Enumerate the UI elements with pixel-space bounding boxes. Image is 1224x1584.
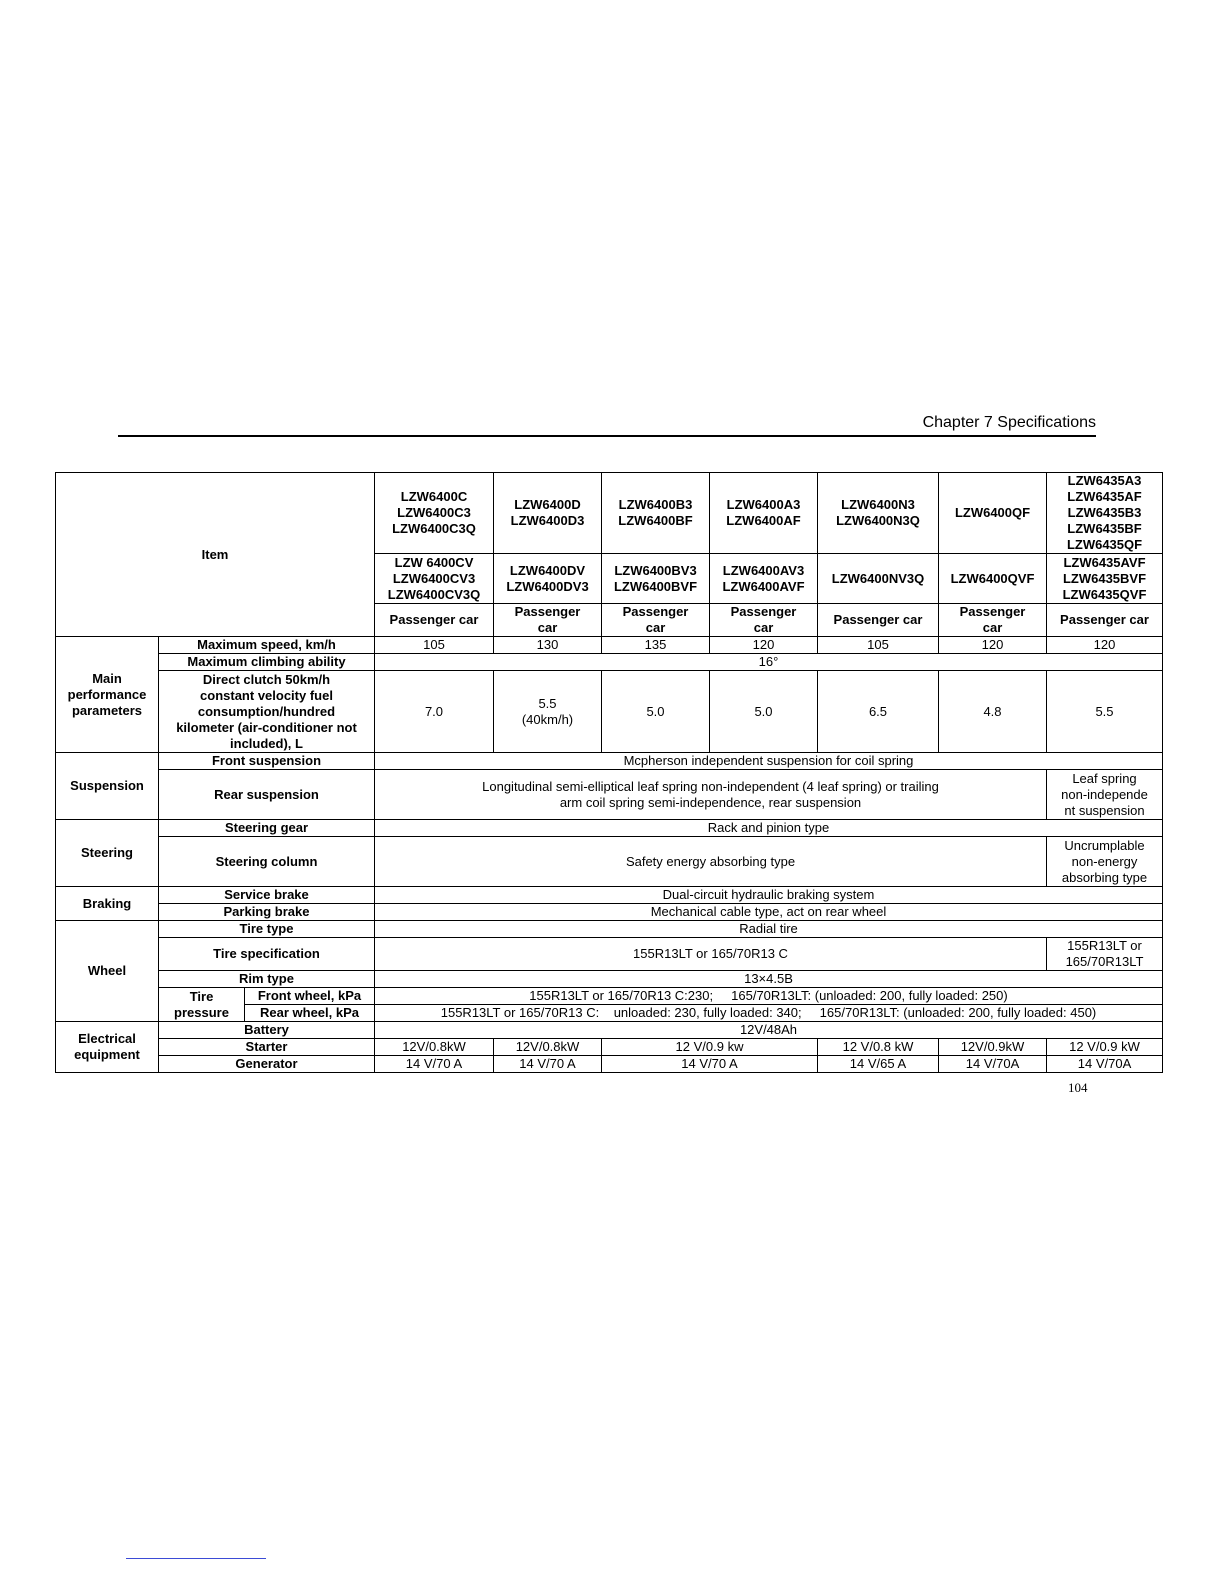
steering-gear-row <box>56 820 1163 837</box>
value-cell: 130 <box>494 637 602 654</box>
tire-spec-row <box>56 938 1163 971</box>
rim-type-row <box>56 971 1163 988</box>
header-rule <box>118 435 1096 437</box>
row-label: Battery <box>159 1022 375 1039</box>
value-cell: 6.5 <box>818 671 939 753</box>
value-cell: 5.0 <box>602 671 710 753</box>
model-cell: LZW6435AVF LZW6435BVF LZW6435QVF <box>1047 554 1163 604</box>
steering-column-row <box>56 837 1163 887</box>
row-label: Rear suspension <box>159 770 375 820</box>
value-cell: Longitudinal semi-elliptical leaf spring non-independent (4 leaf spring) or trailing arm coil spring semi-independence, rear suspension <box>375 770 1047 820</box>
value-cell: Mcpherson independent suspension for coil spring <box>375 753 1163 770</box>
steering-group: Steering <box>56 820 159 887</box>
front-pressure-row <box>56 988 1163 1005</box>
item-header: Item <box>56 473 375 637</box>
value-cell: Uncrumplable non-energy absorbing type <box>1047 837 1163 887</box>
electrical-group: Electrical equipment <box>56 1022 159 1073</box>
row-label: Service brake <box>159 887 375 904</box>
model-cell: LZW6400A3 LZW6400AF <box>710 473 818 554</box>
vehicle-type-cell: Passenger car <box>494 604 602 637</box>
value-cell: 14 V/65 A <box>818 1056 939 1073</box>
value-cell: 12 V/0.9 kw <box>602 1039 818 1056</box>
value-cell: 105 <box>375 637 494 654</box>
vehicle-type-cell: Passenger car <box>818 604 939 637</box>
row-label: Generator <box>159 1056 375 1073</box>
value-cell: Safety energy absorbing type <box>375 837 1047 887</box>
value-cell: 12 V/0.9 kW <box>1047 1039 1163 1056</box>
value-cell: 12 V/0.8 kW <box>818 1039 939 1056</box>
chapter-title: Chapter 7 Specifications <box>922 414 1096 431</box>
row-label: Tire type <box>159 921 375 938</box>
value-cell: Mechanical cable type, act on rear wheel <box>375 904 1163 921</box>
model-cell: LZW6400D LZW6400D3 <box>494 473 602 554</box>
value-cell: 155R13LT or 165/70R13 C:230; 165/70R13LT: (unloaded: 200, fully loaded: 250) <box>375 988 1163 1005</box>
model-cell: LZW6400QF <box>939 473 1047 554</box>
model-cell: LZW6400NV3Q <box>818 554 939 604</box>
model-cell: LZW6435A3 LZW6435AF LZW6435B3 LZW6435BF LZW6435QF <box>1047 473 1163 554</box>
model-row-1 <box>56 473 1163 554</box>
value-cell: 14 V/70 A <box>375 1056 494 1073</box>
value-cell: 4.8 <box>939 671 1047 753</box>
row-label: Starter <box>159 1039 375 1056</box>
value-cell: 12V/0.9kW <box>939 1039 1047 1056</box>
specifications-table <box>55 472 1163 1073</box>
value-cell: 12V/48Ah <box>375 1022 1163 1039</box>
vehicle-type-cell: Passenger car <box>1047 604 1163 637</box>
model-cell: LZW6400N3 LZW6400N3Q <box>818 473 939 554</box>
value-cell: 14 V/70 A <box>494 1056 602 1073</box>
value-cell: 155R13LT or 165/70R13LT <box>1047 938 1163 971</box>
row-label: Maximum climbing ability <box>159 654 375 671</box>
suspension-group: Suspension <box>56 753 159 820</box>
value-cell: 120 <box>1047 637 1163 654</box>
rear-suspension-row <box>56 770 1163 820</box>
value-cell: 135 <box>602 637 710 654</box>
value-cell: Radial tire <box>375 921 1163 938</box>
vehicle-type-cell: Passenger car <box>602 604 710 637</box>
row-label: Tire specification <box>159 938 375 971</box>
value-cell: 16° <box>375 654 1163 671</box>
climb-row <box>56 654 1163 671</box>
vehicle-type-cell: Passenger car <box>375 604 494 637</box>
value-cell: 5.5 <box>1047 671 1163 753</box>
value-cell: 5.5 (40km/h) <box>494 671 602 753</box>
model-cell: LZW6400B3 LZW6400BF <box>602 473 710 554</box>
tire-pressure-label: Tire pressure <box>159 988 245 1022</box>
footer-link-underline <box>126 1558 266 1559</box>
value-cell: 12V/0.8kW <box>494 1039 602 1056</box>
starter-row <box>56 1039 1163 1056</box>
value-cell: 120 <box>939 637 1047 654</box>
front-suspension-row <box>56 753 1163 770</box>
value-cell: 5.0 <box>710 671 818 753</box>
model-cell: LZW6400QVF <box>939 554 1047 604</box>
model-cell: LZW 6400CV LZW6400CV3 LZW6400CV3Q <box>375 554 494 604</box>
max-speed-row <box>56 637 1163 654</box>
value-cell: 105 <box>818 637 939 654</box>
value-cell: Leaf spring non-independe nt suspension <box>1047 770 1163 820</box>
row-label: Rear wheel, kPa <box>245 1005 375 1022</box>
vehicle-type-cell: Passenger car <box>939 604 1047 637</box>
value-cell: 155R13LT or 165/70R13 C: unloaded: 230, fully loaded: 340; 165/70R13LT: (unloaded: 200, fully loaded: 450) <box>375 1005 1163 1022</box>
tire-type-row <box>56 921 1163 938</box>
wheel-group: Wheel <box>56 921 159 1022</box>
model-cell: LZW6400DV LZW6400DV3 <box>494 554 602 604</box>
service-brake-row <box>56 887 1163 904</box>
value-cell: 14 V/70A <box>1047 1056 1163 1073</box>
page-number: 104 <box>1068 1080 1088 1095</box>
value-cell: 7.0 <box>375 671 494 753</box>
model-cell: LZW6400C LZW6400C3 LZW6400C3Q <box>375 473 494 554</box>
generator-row <box>56 1056 1163 1073</box>
row-label: Front suspension <box>159 753 375 770</box>
model-cell: LZW6400BV3 LZW6400BVF <box>602 554 710 604</box>
braking-group: Braking <box>56 887 159 921</box>
fuel-row <box>56 671 1163 753</box>
value-cell: 12V/0.8kW <box>375 1039 494 1056</box>
parking-brake-row <box>56 904 1163 921</box>
row-label: Parking brake <box>159 904 375 921</box>
row-label: Maximum speed, km/h <box>159 637 375 654</box>
value-cell: 13×4.5B <box>375 971 1163 988</box>
value-cell: 120 <box>710 637 818 654</box>
row-label: Steering gear <box>159 820 375 837</box>
row-label: Rim type <box>159 971 375 988</box>
value-cell: Dual-circuit hydraulic braking system <box>375 887 1163 904</box>
value-cell: 14 V/70 A <box>602 1056 818 1073</box>
value-cell: 155R13LT or 165/70R13 C <box>375 938 1047 971</box>
battery-row <box>56 1022 1163 1039</box>
row-label: Steering column <box>159 837 375 887</box>
value-cell: 14 V/70A <box>939 1056 1047 1073</box>
model-cell: LZW6400AV3 LZW6400AVF <box>710 554 818 604</box>
vehicle-type-cell: Passenger car <box>710 604 818 637</box>
value-cell: Rack and pinion type <box>375 820 1163 837</box>
row-label: Front wheel, kPa <box>245 988 375 1005</box>
main-performance-group: Main performance parameters <box>56 637 159 753</box>
row-label: Direct clutch 50km/h constant velocity fuel consumption/hundred kilometer (air-conditioner not included), L <box>159 671 375 753</box>
